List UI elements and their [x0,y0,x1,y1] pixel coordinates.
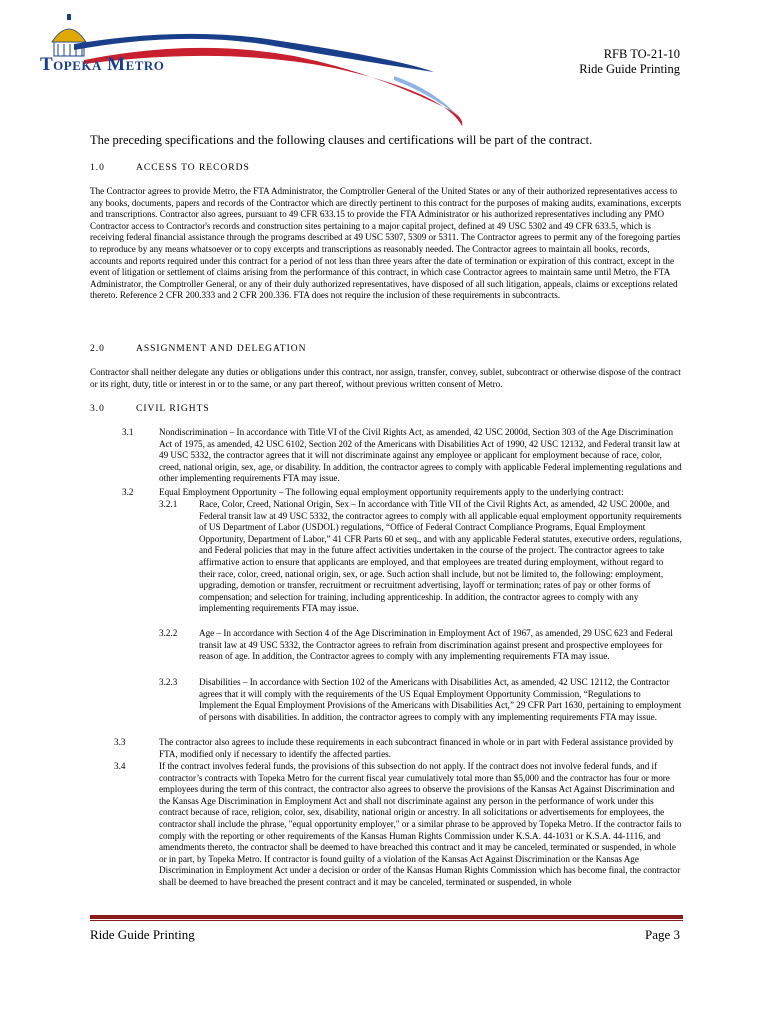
rfb-number: RFB TO-21-10 [603,47,680,61]
clause-text: If the contract involves federal funds, the provisions of this subsection do not apply. If the contract does not involve federal funds, and if contractor’s contracts with Topeka Metro for the current fiscal year cumulatively total more than $5,000 and the contractor has four or more employees during the term of this contract, the contractor also agrees to observe the provisions of the Kansas Act Against Discrimination and the Kansas Age Discrimination in Employment Act and shall not discriminate against any person in the performance of work under this contract because of race, religion, color, sex, disability, national origin or ancestry. In all solicitations or advertisements for employees, the contractor shall include the phrase, "equal opportunity employer," or a similar phrase to be approved by Topeka Metro. If the contractor fails to comply with the reporting or other requirements of the Kansas Human Rights Commission under K.S.A. 44-1031 or K.S.A. 44-1116, and amendments thereto, the contractor shall be deemed to have breached this contract and it may be canceled, terminated or suspended, in whole or in part, by Topeka Metro. If contractor is found guilty of a violation of the Kansas Act Against Discrimination or the Kansas Age Discrimination in Employment Act under a decision or order of the Kansas Human Rights Commission which has become final, the contractor shall be deemed to have breached the present contract and it may be canceled, terminated or suspended, in whole [159,761,682,887]
section-number: 1.0 [90,163,105,173]
intro-text: The preceding specifications and the following clauses and certifications will be part of the contract. [90,133,593,147]
clause-text: The contractor also agrees to include these requirements in each subcontract financed in whole or in part with Federal assistance provided by FTA, modified only if necessary to identify the affected parties. [159,737,674,759]
clause-text: Race, Color, Creed, National Origin, Sex – In accordance with Title VII of the Civil Rights Act, as amended, 42 USC 2000e, and Federal transit law at 49 USC 5332, the contractor agrees to comply with all applicable equal employment opportunity requirements of US Department of Labor (USDOL) regulations, “Office of Federal Contract Compliance Programs, Equal Employment Opportunity, Department of Labor,” 41 CFR Parts 60 et seq., and with any applicable Federal statutes, executive orders, regulations, and Federal policies that may in the future affect activities undertaken in the course of the project. The contractor agrees to take affirmative action to ensure that applicants are employed, and that employees are treated during employment, without regard to their race, color, creed, national origin, sex, or age. Such action shall include, but not be limited to, the following: employment, upgrading, demotion or transfer, recruitment or recruitment advertising, layoff or termination; rates of pay or other forms of compensation; and selection for training, including apprenticeship. In addition, the contractor agrees to comply with any implementing requirements FTA may issue. [199,499,682,614]
section-heading-3 [90,404,210,414]
clause-number: 3.3 [114,737,126,747]
section-text: The Contractor agrees to provide Metro, the FTA Administrator, the Comptroller General of the United States or any of their authorized representatives access to any books, documents, papers and records of the Contractor which are directly pertinent to this contract for the purposes of making audits, examinations, excerpts and transcriptions. Contractor also agrees, pursuant to 49 CFR 633.15 to provide the FTA Administrator or his authorized representatives including any PMO Contractor access to Contractor's records and construction sites pertaining to a major capital project, defined at 49 USC 5302 and 49 CFR 633.5, which is receiving federal financial assistance through the programs described at 49 USC 5307, 5309 or 5311. The Contractor agrees to permit any of the foregoing parties to reproduce by any means whatsoever or to copy excerpts and transcriptions as reasonably needed. The Contractor agrees to maintain all books, records, accounts and reports required under this contract for a period of not less than three years after the date of termination or expiration of this contract, except in the event of litigation or settlement of claims arising from the performance of this contract, in which case Contractor agrees to maintain same until Metro, the FTA Administrator, the Comptroller General, or any of their duly authorized representatives, have disposed of all such litigation, appeals, claims or exceptions related thereto. Reference 2 CFR 200.333 and 2 CFR 200.336. FTA does not require the inclusion of these requirements in subcontracts. [90,186,682,301]
logo-text: Topeka Metro [40,54,165,75]
footer-divider [90,915,683,922]
clause-text: Nondiscrimination – In accordance with Title VI of the Civil Rights Act, as amended, 42 USC 2000d, Section 303 of the Age Discrimination Act of 1975, as amended, 42 USC 6102, Section 202 of the Americans with Disabilities Act of 1990, 42 USC 12132, and Federal transit law at 49 USC 5332, the contractor agrees that it will not discriminate against any employee or applicant for employment because of race, color, creed, national origin, sex, age, or disability. In addition, the contractor agrees to comply with applicable Federal implementing regulations and other implementing requirements FTA may issue. [159,427,682,484]
clause-3-2-1 [90,499,682,629]
clause-text: Age – In accordance with Section 4 of the Age Discrimination in Employment Act of 1967, as amended, 29 USC 623 and Federal transit law at 49 USC 5332, the Contractor agrees to refrain from discrimination against present and prospective employees for reason of age. In addition, the Contractor agrees to comply with any implementing requirements FTA may issue. [199,628,673,662]
clause-number: 3.2.3 [159,677,178,687]
document-reference [579,47,680,77]
clause-3-4 [90,761,682,911]
clause-number: 3.1 [122,427,134,437]
section-number: 2.0 [90,344,105,354]
clause-3-2-2 [90,628,682,678]
section-number: 3.0 [90,404,105,414]
page-number: Page 3 [644,927,680,942]
section-body-2 [90,367,682,390]
clause-number: 3.4 [114,761,126,771]
section-title: ACCESS TO RECORDS [136,163,250,173]
capitol-dome-icon [52,14,86,56]
section-heading-2 [90,344,307,354]
clause-text: Disabilities – In accordance with Section 102 of the Americans with Disabilities Act, as amended, 42 USC 12112, the Contractor agrees that it will comply with the requirements of the US Equal Employment Opportunity Commission, “Regulations to Implement the Equal Employment Provisions of the Americans with Disabilities Act,” 29 CFR Part 1630, pertaining to employment of persons with disabilities. In addition, the contractor agrees to comply with any implementing requirements FTA may issue. [199,677,682,722]
section-body-1 [90,186,682,302]
section-text: Contractor shall neither delegate any duties or obligations under this contract, nor assign, transfer, convey, sublet, subcontract or otherwise dispose of the contract or its right, duty, title or interest in or to the same, or any part thereof, without previous written consent of Metro. [90,367,681,389]
document-subtitle: Ride Guide Printing [579,62,680,76]
section-title: CIVIL RIGHTS [136,404,210,414]
section-heading-1 [90,163,250,173]
clause-3-1 [90,427,682,487]
clause-number: 3.2.2 [159,628,178,638]
footer-title: Ride Guide Printing [90,927,195,942]
clause-number: 3.2.1 [159,499,178,509]
clause-3-2-3 [90,677,682,737]
section-title: ASSIGNMENT AND DELEGATION [136,344,307,354]
clause-text: Equal Employment Opportunity – The following equal employment opportunity requirements apply to the underlying contract: [159,487,624,497]
clause-3-3 [90,737,682,761]
clause-number: 3.2 [122,487,134,497]
